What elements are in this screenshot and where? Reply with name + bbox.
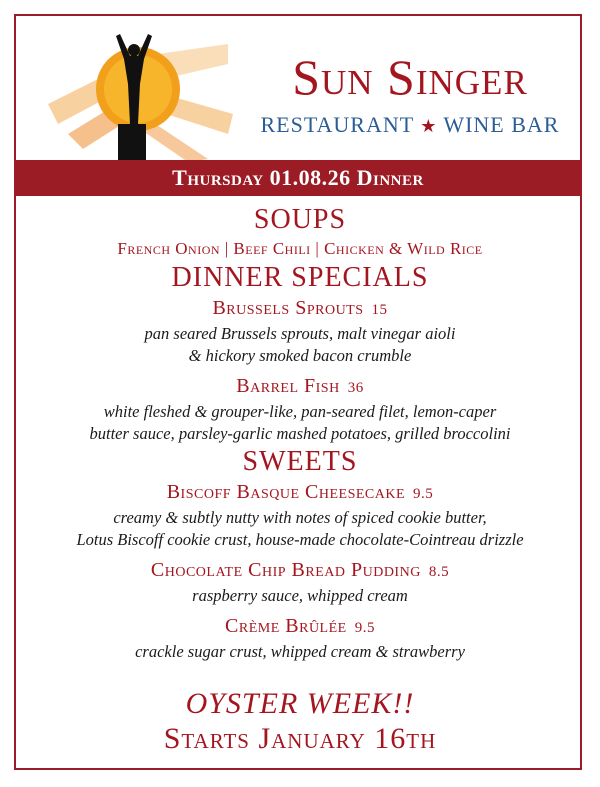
sweets-heading: SWEETS — [242, 446, 358, 477]
item-desc: pan seared Brussels sprouts, malt vinegar aioli — [144, 324, 456, 343]
sun-singer-statue-logo — [38, 24, 234, 164]
item-desc: white fleshed & grouper-like, pan-seared filet, lemon-caper — [103, 402, 497, 421]
item-price: 9.5 — [413, 486, 434, 502]
tagline-wine-bar: WINE BAR — [443, 112, 560, 137]
menu-content — [20, 203, 580, 757]
soups-heading: SOUPS — [253, 204, 347, 235]
item-name: Crème Brûlée — [225, 615, 347, 637]
item-price: 8.5 — [428, 564, 450, 580]
specials-heading: DINNER SPECIALS — [171, 262, 429, 293]
item-price: 15 — [371, 302, 388, 318]
item-price: 36 — [347, 380, 364, 396]
star-icon: ★ — [420, 116, 438, 136]
item-desc: crackle sugar crust, whipped cream & strawberry — [135, 642, 465, 661]
promo-headline: OYSTER WEEK!! — [185, 687, 415, 720]
item-name: Brussels Sprouts — [212, 297, 364, 319]
item-desc: butter sauce, parsley-garlic mashed potatoes, grilled broccolini — [89, 424, 511, 443]
item-desc: raspberry sauce, whipped cream — [192, 586, 408, 605]
menu-item — [20, 373, 580, 445]
brand-name: Sun Singer — [292, 49, 528, 105]
item-name: Chocolate Chip Bread Pudding — [150, 559, 421, 581]
menu-item — [20, 557, 580, 607]
tagline-restaurant: RESTAURANT — [260, 112, 415, 137]
item-desc: Lotus Biscoff cookie crust, house-made chocolate-Cointreau drizzle — [76, 530, 524, 549]
soups-list: French Onion | Beef Chili | Chicken & Wild Rice — [117, 239, 483, 258]
item-price: 9.5 — [354, 620, 375, 636]
brand-tagline — [240, 112, 580, 138]
menu-item — [20, 479, 580, 551]
date-banner: Thursday 01.08.26 Dinner — [14, 160, 582, 196]
item-name: Biscoff Basque Cheesecake — [166, 481, 406, 503]
menu-item — [20, 295, 580, 367]
item-name: Barrel Fish — [236, 375, 340, 397]
menu-item — [20, 613, 580, 663]
promo-subline: Starts January 16th — [163, 722, 437, 755]
item-desc: creamy & subtly nutty with notes of spiced cookie butter, — [113, 508, 487, 527]
item-desc: & hickory smoked bacon crumble — [188, 346, 412, 365]
